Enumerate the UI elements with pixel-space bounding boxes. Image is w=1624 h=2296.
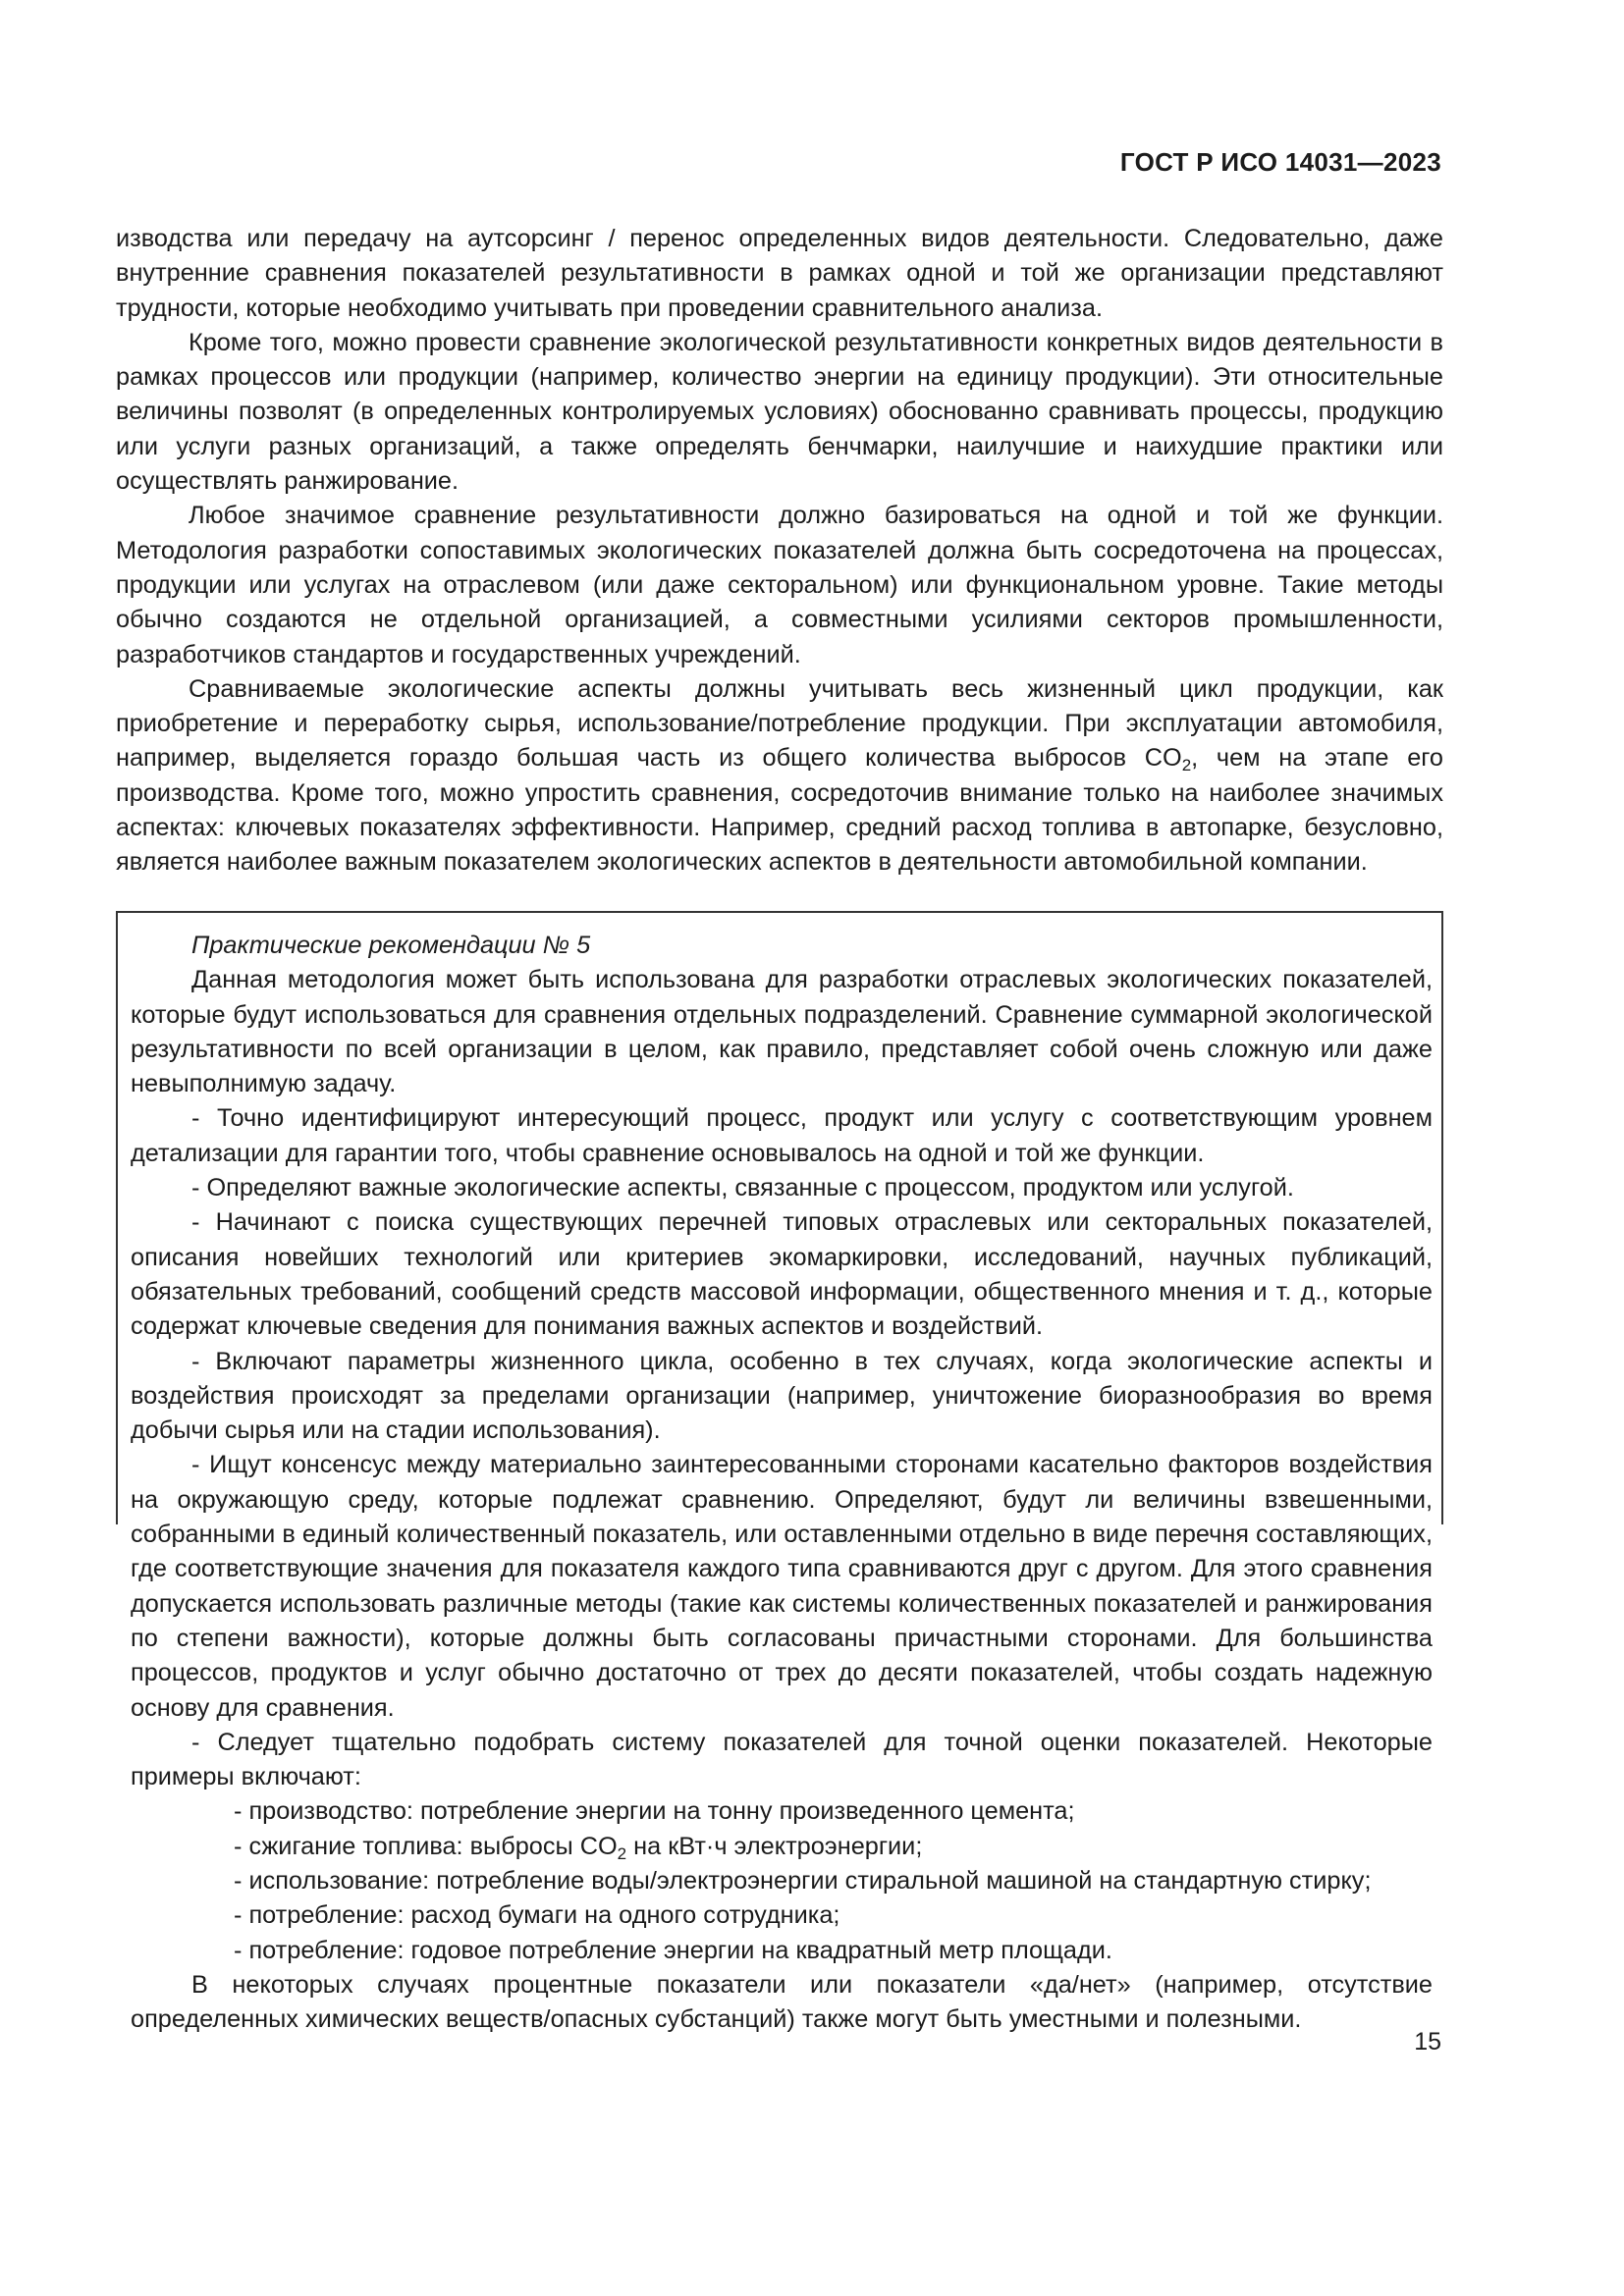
paragraph-part: , чем на этапе его производства. Кроме того, можно упростить сравнения, сосредоточив внимание только на наиболее значимых аспектах: ключевых показателях эффективности. Например, средний расход топлива в автопарке, безусловно, является наиболее важным показателем экологических аспектов в деятельности автомобильной компании. xyxy=(116,744,1443,877)
subscript: 2 xyxy=(617,1843,627,1863)
list-item: - Начинают с поиска существующих перечней типовых отраслевых или секторальных показателей, описания новейших технологий или критериев экомаркировки, исследований, научных публикаций, обязательных требований, сообщений средств массовой информации, общественного мнения и т. д., которые содержат ключевые сведения для понимания важных аспектов и воздействий. xyxy=(131,1208,1433,1341)
paragraph xyxy=(116,672,1443,881)
list-item: - Точно идентифицируют интересующий процесс, продукт или услугу с соответствующим уровнем детализации для гарантии того, чтобы сравнение основывалось на одной и той же функции. xyxy=(131,1104,1433,1167)
list-item: - Ищут консенсус между материально заинтересованными сторонами касательно факторов воздействия на окружающую среду, которые подлежат сравнению. Определяют, будут ли величины взвешенными, собранными в единый количественный показатель, или оставленными отдельно в виде перечня составляющих, где соответствующие значения для показателя каждого типа сравниваются друг с другом. Для этого сравнения допускается использовать различные методы (такие как системы количественных показателей и ранжирования по степени важности), которые должны быть согласованы причастными сторонами. Для большинства процессов, продуктов и услуг обычно достаточно от трех до десяти показателей, чтобы создать надежную основу для сравнения. xyxy=(131,1451,1433,1722)
paragraph-continued: изводства или передачу на аутсорсинг / перенос определенных видов деятельности. Следовательно, даже внутренние сравнения показателей результативности в рамках одной и той же организации представляют трудности, которые необходимо учитывать при проведении сравнительного анализа. xyxy=(116,225,1443,322)
example-part: на кВт·ч электроэнергии; xyxy=(626,1832,923,1860)
body-text xyxy=(116,222,1443,881)
example-item: - потребление: расход бумаги на одного сотрудника; xyxy=(234,1901,840,1930)
practical-recommendations-box xyxy=(116,911,1443,2034)
paragraph-part: Сравниваемые экологические аспекты должны учитывать весь жизненный цикл продукции, как приобретение и переработку сырья, использование/потребление продукции. При эксплуатации автомобиля, например, выделяется гораздо большая часть из общего количества выбросов CO xyxy=(116,674,1443,773)
box-content xyxy=(131,929,1433,2038)
example-item xyxy=(131,1830,1433,1864)
box-title: Практические рекомендации № 5 xyxy=(191,932,591,959)
example-item: - использование: потребление воды/электроэнергии стиральной машиной на стандартную стирку; xyxy=(234,1867,1372,1896)
example-item: - производство: потребление энергии на тонну произведенного цемента; xyxy=(234,1797,1075,1826)
subscript: 2 xyxy=(1181,756,1192,775)
paragraph: Любое значимое сравнение результативности должно базироваться на одной и той же функции. Методология разработки сопоставимых экологических показателей должна быть сосредоточена на процессах, продукции или услугах на отраслевом (или даже секторальном) или функциональном уровне. Такие методы обычно создаются не отдельной организацией, а совместными усилиями секторов промышленности, разработчиков стандартов и государственных учреждений. xyxy=(116,502,1443,668)
list-item: - Определяют важные экологические аспекты, связанные с процессом, продуктом или услугой. xyxy=(191,1174,1294,1202)
list-item: - Следует тщательно подобрать систему показателей для точной оценки показателей. Некоторые примеры включают: xyxy=(131,1728,1433,1791)
box-intro: Данная методология может быть использована для разработки отраслевых экологических показателей, которые будут использоваться для сравнения отдельных подразделений. Сравнение суммарной экологической результативности по всей организации в целом, как правило, представляет собой очень сложную или даже невыполнимую задачу. xyxy=(131,966,1433,1098)
box-closing: В некоторых случаях процентные показатели или показатели «да/нет» (например, отсутствие определенных химических веществ/опасных субстанций) также могут быть уместными и полезными. xyxy=(131,1970,1433,2034)
standard-code-header: ГОСТ Р ИСО 14031—2023 xyxy=(1119,147,1441,177)
example-item: - потребление: годовое потребление энергии на квадратный метр площади. xyxy=(234,1936,1112,1964)
example-part: - сжигание топлива: выбросы CO xyxy=(234,1832,618,1860)
paragraph: Кроме того, можно провести сравнение экологической результативности конкретных видов деятельности в рамках процессов или продукции (например, количество энергии на единицу продукции). Эти относительные величины позволят (в определенных контролируемых условиях) обоснованно сравнивать процессы, продукцию или услуги разных организаций, а также определять бенчмарки, наилучшие и наихудшие практики или осуществлять ранжирование. xyxy=(116,328,1443,496)
page-number: 15 xyxy=(1414,2028,1441,2056)
list-item: - Включают параметры жизненного цикла, особенно в тех случаях, когда экологические аспекты и воздействия происходят за пределами организации (например, уничтожение биоразнообразия во время добычи сырья или на стадии использования). xyxy=(131,1347,1433,1445)
